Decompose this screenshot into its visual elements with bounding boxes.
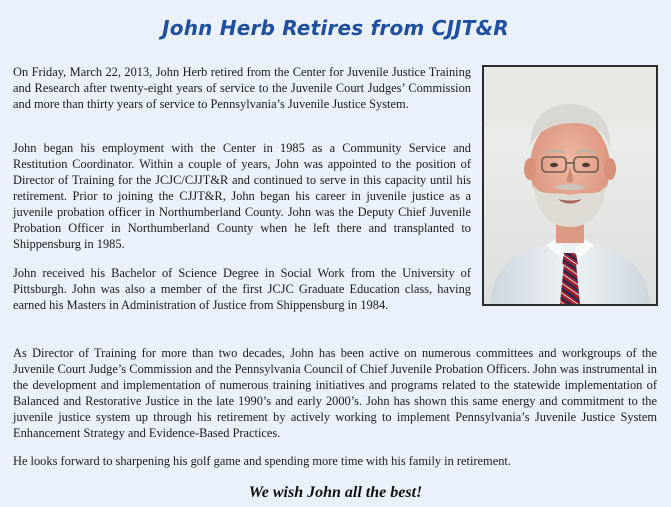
article-paragraph-4: As Director of Training for more than two decades, John has been active on numerous committees and workgroups of the Juvenile Court Judge’s Commission and the Pennsylvania Council of Chief Juvenile Probation Officers. John was instrumental in the development and implementation of numerous training initiatives and programs related to the statewide implementation of Balanced and Restorative Justice in the late 1990’s and early 2000’s. John has shown this same energy and commitment to the juvenile justice system up through his retirement by actively working to implement Pennsylvania’s Juvenile Justice System Enhancement Strategy and Evidence-Based Practices. [13,346,657,440]
article-signoff: We wish John all the best! [248,484,423,501]
article-paragraph-5: He looks forward to sharpening his golf game and spending more time with his family in retirement. [13,454,511,468]
article-headline: John Herb Retires from CJJT&R [162,16,509,40]
portrait-photo [482,65,658,306]
article-paragraph-2: John began his employment with the Center in 1985 as a Community Service and Restitution Coordinator. Within a couple of years, John was appointed to the position of Director of Training for the JCJC/CJJT&R and continued to serve in this capacity until his retirement. Prior to joining the CJJT&R, John began his career in juvenile justice as a juvenile probation officer in Northumberland County. John was the Deputy Chief Juvenile Probation Officer in Northumberland County when he left there and transplanted to Shippensburg in 1985. [13,141,471,251]
article-paragraph-3: John received his Bachelor of Science Degree in Social Work from the University of Pittsburgh. John was also a member of the first JCJC Graduate Education class, having earned his Masters in Administration of Justice from Shippensburg in 1984. [13,266,471,312]
portrait-image [484,67,656,304]
article-paragraph-1: On Friday, March 22, 2013, John Herb retired from the Center for Juvenile Justice Training and Research after twenty-eight years of service to the Juvenile Court Judges’ Commission and more than thirty years of service to Pennsylvania’s Juvenile Justice System. [13,65,471,111]
